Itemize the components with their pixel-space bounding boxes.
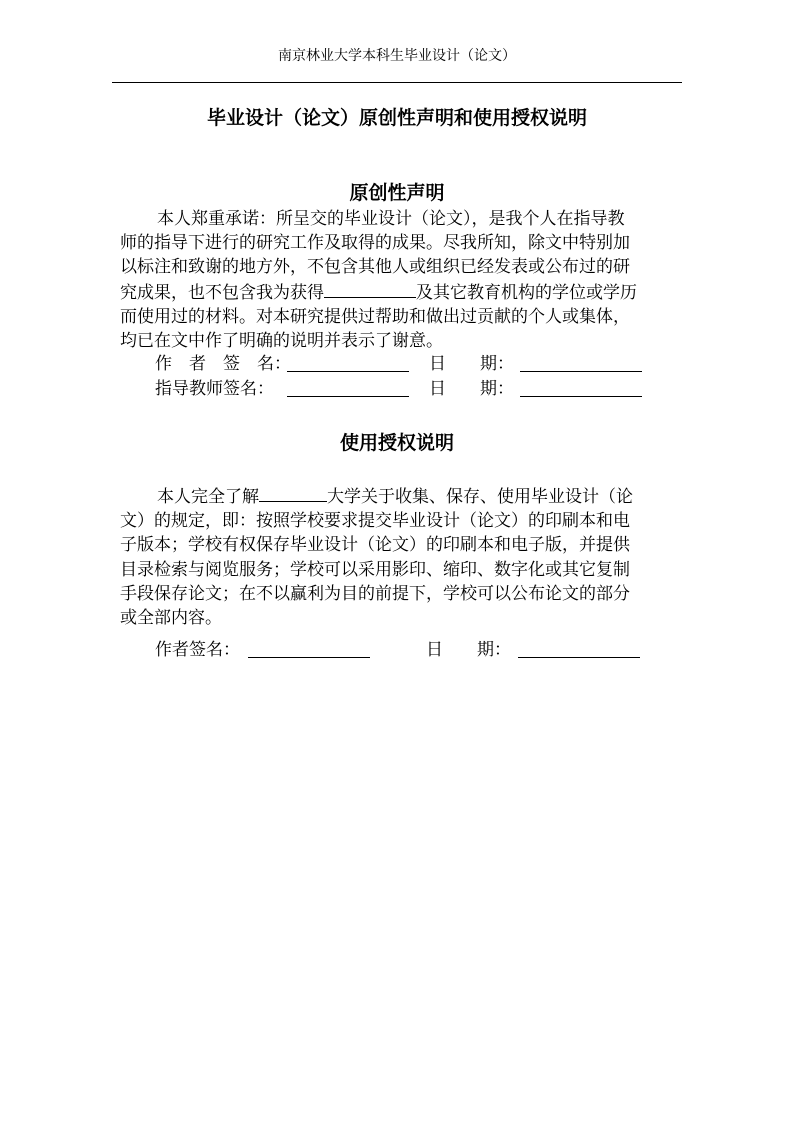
auth-author-sign-label: 作者签名： [155,640,240,660]
advisor-date-field[interactable] [520,396,642,397]
paragraph-text: 及其它教育机构的学位或学历 [416,282,637,303]
degree-blank[interactable] [324,280,416,298]
paragraph-text: 本人完全了解 [157,487,259,507]
originality-paragraph [120,207,676,353]
page-header: 南京林业大学本科生毕业设计（论文） [278,48,516,64]
advisor-date-label: 日 期： [429,379,514,399]
authorization-heading: 使用授权说明 [339,432,454,454]
paragraph-line: 本人郑重承诺：所呈交的毕业设计（论文），是我个人在指导教 [157,209,625,229]
date-label: 日 期： [429,354,514,374]
paragraph-line [120,280,676,305]
paragraph-line: 均已在文中作了明确的说明并表示了谢意。 [120,331,443,352]
auth-date-label: 日 期： [426,640,511,660]
date-field[interactable] [520,371,642,372]
advisor-sign-field[interactable] [287,396,409,397]
paragraph-line [120,484,676,509]
auth-date-field[interactable] [518,657,640,658]
authorization-paragraph [120,484,676,630]
authorization-signature-row [155,638,655,662]
originality-heading: 原创性声明 [349,182,445,204]
paragraph-line: 而使用过的材料。对本研究提供过帮助和做出过贡献的个人或集体， [120,306,630,327]
paragraph-line: 师的指导下进行的研究工作及取得的成果。尽我所知，除文中特别加 [120,233,630,254]
paragraph-line: 目录检索与阅览服务；学校可以采用影印、缩印、数字化或其它复制 [120,559,630,580]
author-sign-field[interactable] [287,371,409,372]
author-signature-row [155,352,655,376]
university-blank[interactable] [259,484,327,502]
paragraph-line: 文）的规定，即：按照学校要求提交毕业设计（论文）的印刷本和电 [120,511,630,532]
paragraph-line: 或全部内容。 [120,608,222,629]
paragraph-text: 大学关于收集、保存、使用毕业设计（论 [327,487,633,507]
advisor-signature-row [155,377,655,401]
paragraph-text: 究成果，也不包含我为获得 [120,282,324,303]
header-divider [112,82,682,83]
author-sign-label: 作 者 签 名： [155,354,291,374]
paragraph-line: 手段保存论文；在不以赢利为目的前提下，学校可以公布论文的部分 [120,583,630,604]
document-title: 毕业设计（论文）原创性声明和使用授权说明 [206,107,587,129]
advisor-sign-label: 指导教师签名： [155,379,274,399]
paragraph-line: 以标注和致谢的地方外，不包含其他人或组织已经发表或公布过的研 [120,257,630,278]
paragraph-line: 子版本；学校有权保存毕业设计（论文）的印刷本和电子版，并提供 [120,535,630,556]
auth-author-sign-field[interactable] [248,657,370,658]
